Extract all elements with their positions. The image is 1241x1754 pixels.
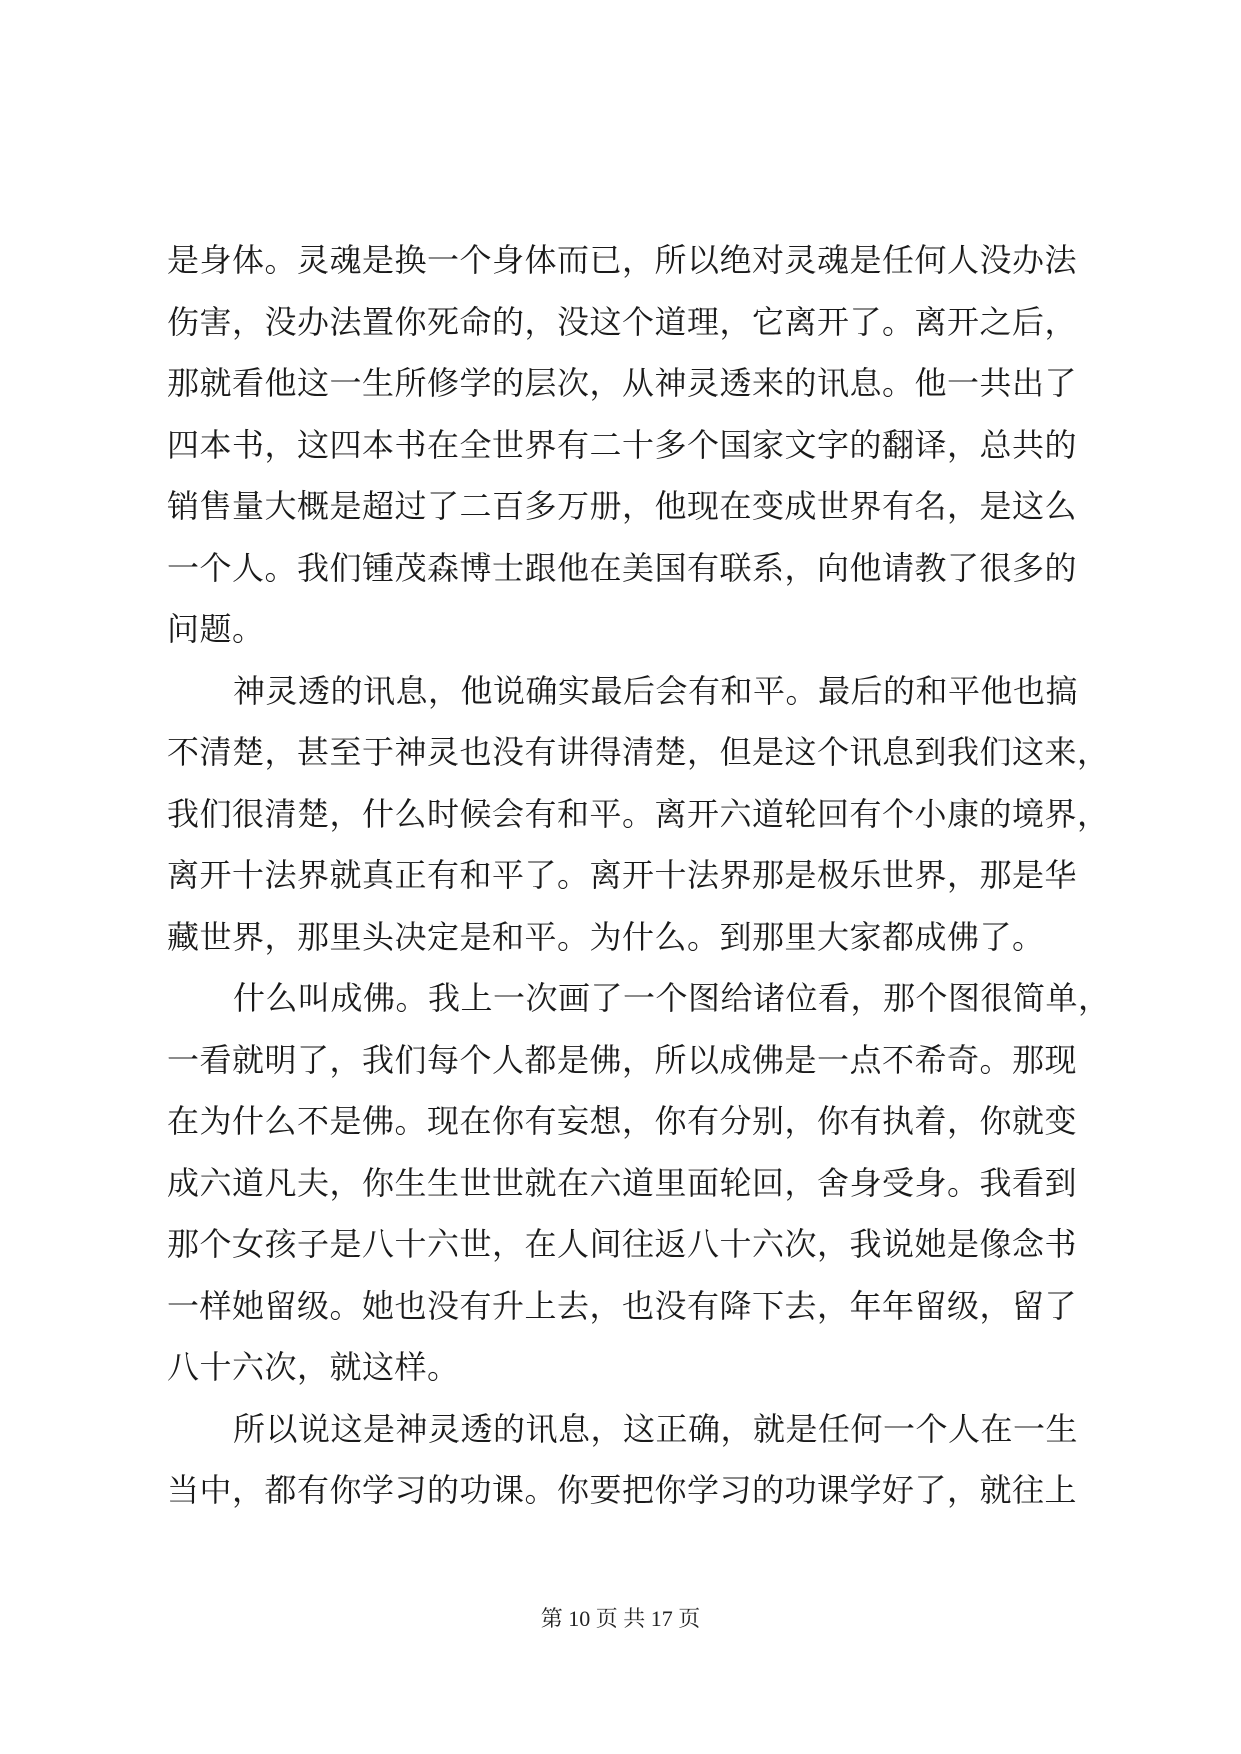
text-line: 那就看他这一生所修学的层次，从神灵透来的讯息。他一共出了 — [167, 364, 1078, 402]
body-text — [167, 230, 1111, 1522]
text-line: 四本书，这四本书在全世界有二十多个国家文字的翻译，总共的 — [167, 425, 1078, 464]
text-line: 不清楚，甚至于神灵也没有讲得清楚，但是这个讯息到我们这来， — [167, 733, 1110, 771]
page-footer — [0, 1602, 1241, 1633]
text-line: 问题。 — [167, 610, 265, 648]
text-line: 销售量大概是超过了二百多万册，他现在变成世界有名，是这么 — [167, 487, 1078, 525]
text-line: 在为什么不是佛。现在你有妄想，你有分别，你有执着，你就变 — [167, 1102, 1078, 1140]
text-line: 离开十法界就真正有和平了。离开十法界那是极乐世界，那是华 — [167, 856, 1078, 894]
page-number: 第 10 页 共 17 页 — [540, 1606, 701, 1631]
text-line: 藏世界，那里头决定是和平。为什么。到那里大家都成佛了。 — [167, 917, 1045, 956]
text-line: 当中，都有你学习的功课。你要把你学习的功课学好了，就往上 — [167, 1471, 1078, 1509]
text-line: 是身体。灵魂是换一个身体而已，所以绝对灵魂是任何人没办法 — [167, 241, 1078, 279]
text-line: 八十六次，就这样。 — [167, 1348, 460, 1386]
text-line: 什么叫成佛。我上一次画了一个图给诸位看，那个图很简单， — [233, 979, 1111, 1017]
text-line: 成六道凡夫，你生生世世就在六道里面轮回，舍身受身。我看到 — [167, 1163, 1078, 1202]
text-line: 神灵透的讯息，他说确实最后会有和平。最后的和平他也搞 — [233, 671, 1079, 710]
text-line: 所以说这是神灵透的讯息，这正确，就是任何一个人在一生 — [233, 1409, 1079, 1448]
text-line: 一看就明了，我们每个人都是佛，所以成佛是一点不希奇。那现 — [167, 1040, 1078, 1079]
text-line: 一样她留级。她也没有升上去，也没有降下去，年年留级，留了 — [167, 1286, 1078, 1325]
text-line: 我们很清楚，什么时候会有和平。离开六道轮回有个小康的境界， — [167, 794, 1110, 833]
text-line: 一个人。我们锺茂森博士跟他在美国有联系，向他请教了很多的 — [167, 548, 1078, 587]
text-line: 那个女孩子是八十六世，在人间往返八十六次，我说她是像念书 — [167, 1225, 1078, 1263]
text-line: 伤害，没办法置你死命的，没这个道理，它离开了。离开之后， — [167, 302, 1078, 341]
